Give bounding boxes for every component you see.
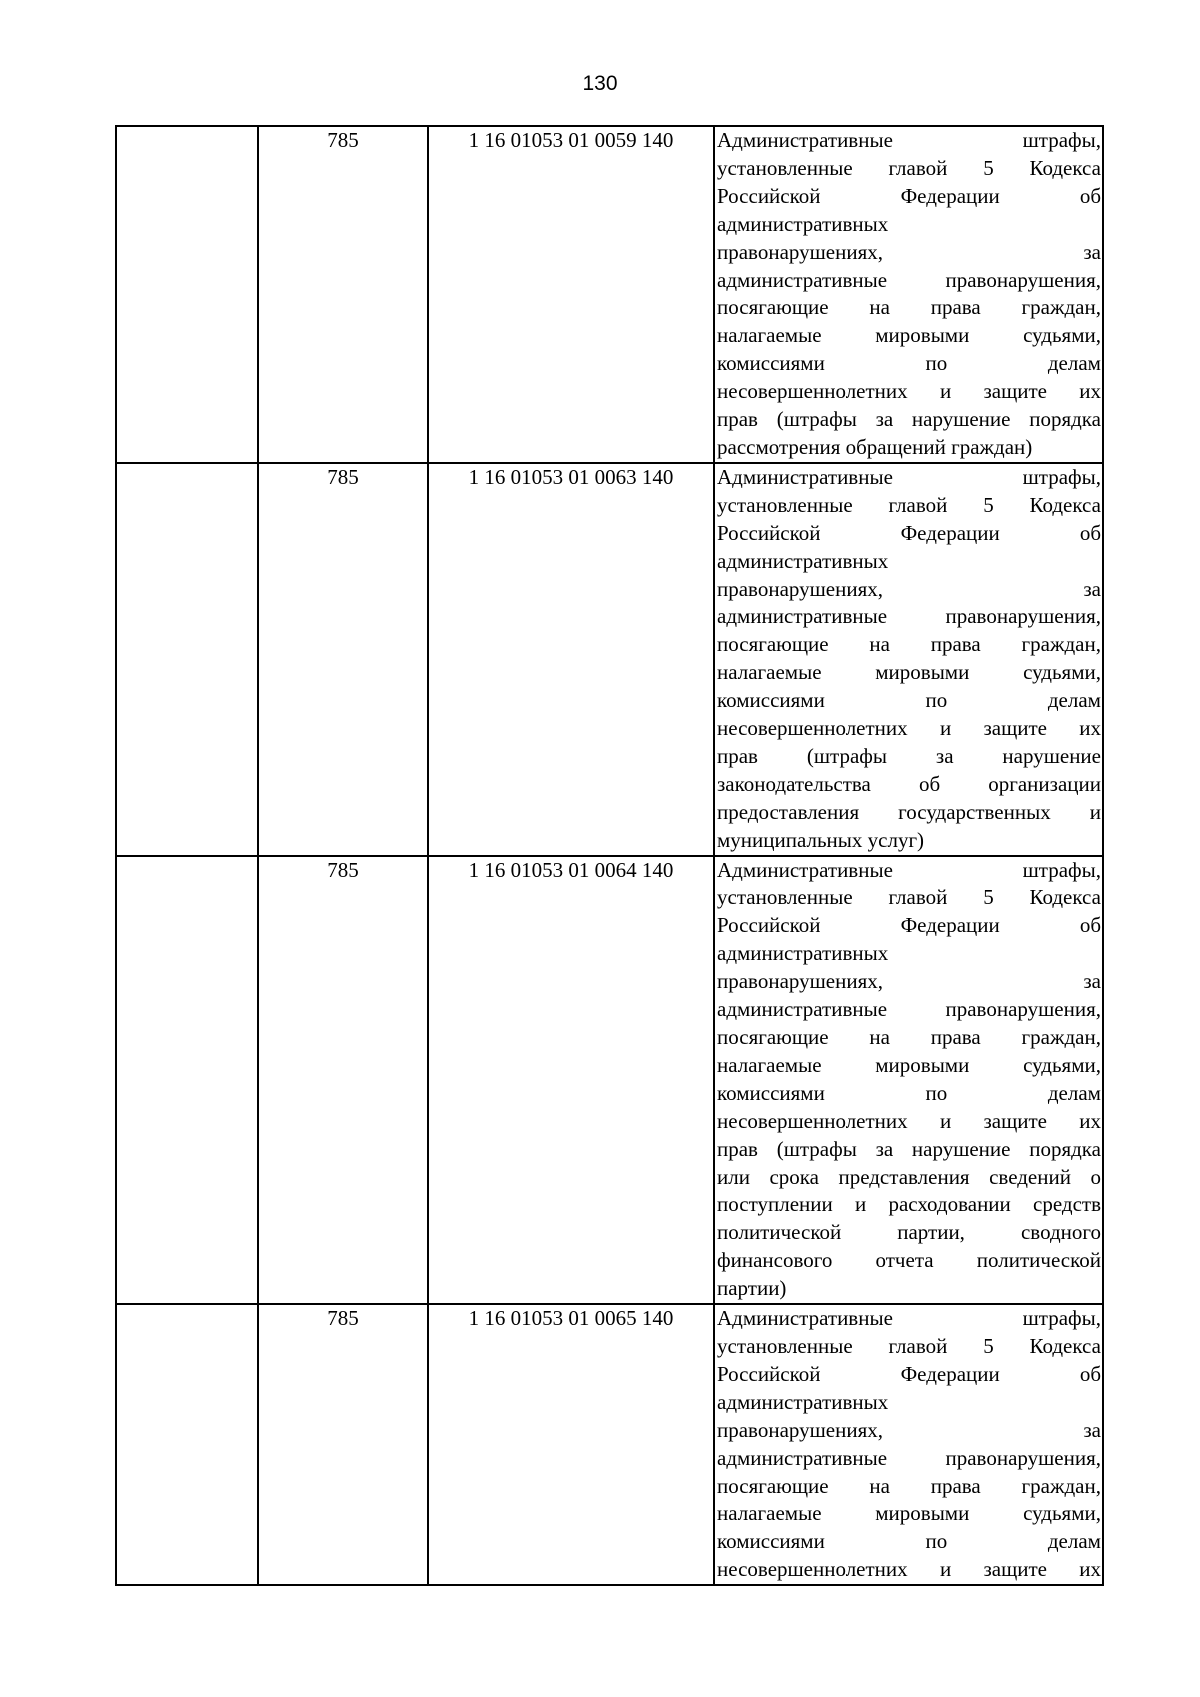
table-row — [116, 856, 1103, 1305]
description-word: 5 — [983, 1333, 994, 1358]
table-row — [116, 1304, 1103, 1585]
description-word: посягающие — [717, 1473, 829, 1498]
description-word: защите — [983, 716, 1047, 741]
description-word: их — [1079, 1108, 1101, 1133]
page-number: 130 — [582, 72, 618, 95]
description-word: административные — [717, 1445, 888, 1470]
description-word: граждан, — [1021, 632, 1101, 657]
description-word: за — [935, 743, 954, 768]
description-word: установленные — [717, 885, 853, 910]
description-word: порядка — [1029, 407, 1101, 432]
description-word: правонарушениях, — [717, 969, 883, 994]
description-word: на — [869, 1473, 890, 1498]
description-word: Федерации — [900, 183, 1000, 208]
description-word: сведений — [989, 1164, 1071, 1189]
description-word: несовершеннолетних — [717, 1557, 908, 1582]
budget-classification-code-cell: 1 16 01053 01 0064 140 — [428, 856, 714, 1305]
description-word: (штрафы — [776, 1136, 857, 1161]
administrator-code-cell: 785 — [258, 1304, 428, 1585]
table-body — [116, 126, 1103, 1585]
description-word: об — [918, 771, 941, 796]
description-word: Российской — [717, 183, 821, 208]
description-word: Административные — [717, 128, 893, 152]
description-word: 5 — [983, 885, 994, 910]
description-line — [717, 1445, 1101, 1473]
description-word: права — [930, 632, 981, 657]
description-line — [717, 1500, 1101, 1528]
description-word: Кодекса — [1029, 885, 1101, 910]
description-word: главой — [888, 1333, 948, 1358]
description-line — [717, 1305, 1101, 1333]
description-line — [717, 771, 1101, 799]
description-word: и — [939, 716, 952, 741]
description-word: и — [854, 1192, 867, 1217]
description-word: права — [930, 1025, 981, 1049]
description-word: мировыми — [875, 1052, 970, 1077]
description-word: комиссиями — [717, 1080, 825, 1105]
description-word: комиссиями — [717, 1529, 825, 1554]
description-word: сводного — [1020, 1220, 1101, 1245]
description-word: Федерации — [900, 520, 1000, 545]
description-word: Кодекса — [1029, 1333, 1101, 1358]
budget-codes-table — [115, 125, 1104, 1586]
description-word: отчета — [875, 1248, 934, 1273]
administrator-code-cell: 785 — [258, 463, 428, 856]
description-word: прав — [717, 743, 758, 768]
description-word: средств — [1033, 1192, 1101, 1217]
description-word: об — [1079, 520, 1101, 545]
description-line — [717, 1361, 1101, 1389]
description-line — [717, 520, 1101, 548]
description-word: судьями, — [1023, 1501, 1101, 1526]
description-word: мировыми — [875, 660, 970, 685]
description-word: граждан, — [1021, 1025, 1101, 1049]
description-line — [717, 239, 1101, 267]
description-word: судьями, — [1023, 323, 1101, 348]
description-word: партии, — [897, 1220, 965, 1245]
description-word: политической — [717, 1220, 842, 1245]
description-word: административные — [717, 997, 888, 1022]
description-line — [717, 1333, 1101, 1361]
description-word: налагаемые — [717, 323, 822, 348]
description-word: штрафы, — [1022, 464, 1101, 489]
description-word: об — [1079, 1361, 1101, 1386]
description-line: рассмотрения обращений граждан) — [717, 434, 1033, 459]
description-word: несовершеннолетних — [717, 379, 908, 404]
description-line — [717, 1417, 1101, 1445]
description-word: срока — [769, 1164, 819, 1189]
description-word: за — [1083, 1417, 1101, 1442]
description-line — [717, 603, 1101, 631]
description-word: права — [930, 295, 981, 320]
description-word: административные — [717, 267, 888, 292]
description-line — [717, 576, 1101, 604]
administrator-code-cell: 785 — [258, 856, 428, 1305]
description-word: установленные — [717, 1333, 853, 1358]
description-word: предоставления — [717, 799, 860, 824]
description-word: Кодекса — [1029, 492, 1101, 517]
description-word: налагаемые — [717, 1052, 822, 1077]
description-word: финансового — [717, 1248, 833, 1273]
description-word: правонарушениях, — [717, 239, 883, 264]
description-word: на — [869, 1025, 890, 1049]
description-word: и — [939, 1557, 952, 1582]
description-word: Российской — [717, 913, 821, 938]
description-line — [717, 1556, 1101, 1584]
description-line — [717, 127, 1101, 155]
description-word: прав — [717, 1136, 758, 1161]
description-word: за — [875, 407, 894, 432]
description-line: административных — [717, 211, 889, 236]
description-word: административные — [717, 604, 888, 629]
description-line — [717, 1219, 1101, 1247]
description-word: правонарушениях, — [717, 576, 883, 601]
description-line: административных — [717, 941, 889, 966]
description-word: (штрафы — [776, 407, 857, 432]
description-line — [717, 799, 1101, 827]
description-word: защите — [983, 1108, 1047, 1133]
table-row — [116, 126, 1103, 463]
description-word: штрафы, — [1022, 857, 1101, 882]
description-word: мировыми — [875, 1501, 970, 1526]
description-word: правонарушения, — [945, 997, 1101, 1022]
description-word: об — [1079, 183, 1101, 208]
description-word: прав — [717, 407, 758, 432]
description-cell — [714, 856, 1103, 1305]
description-word: нарушение — [911, 407, 1011, 432]
description-line — [717, 912, 1101, 940]
description-line — [717, 183, 1101, 211]
description-word: защите — [983, 1557, 1047, 1582]
description-word: правонарушениях, — [717, 1417, 883, 1442]
description-word: об — [1079, 913, 1101, 938]
description-line — [717, 715, 1101, 743]
description-word: Федерации — [900, 913, 1000, 938]
description-word: несовершеннолетних — [717, 1108, 908, 1133]
description-line: партии) — [717, 1276, 787, 1301]
description-word: по — [925, 1080, 948, 1105]
description-line — [717, 884, 1101, 912]
description-word: Административные — [717, 1306, 893, 1331]
description-word: посягающие — [717, 295, 829, 320]
description-word: налагаемые — [717, 1501, 822, 1526]
description-line — [717, 1191, 1101, 1219]
description-line — [717, 322, 1101, 350]
description-word: и — [1089, 799, 1101, 824]
description-line — [717, 406, 1101, 434]
description-word: (штрафы — [806, 743, 888, 768]
description-line — [717, 492, 1101, 520]
description-line: административных — [717, 548, 889, 573]
description-word: или — [717, 1164, 750, 1189]
description-word: организации — [988, 771, 1101, 796]
description-word: и — [939, 1108, 952, 1133]
description-line: муниципальных услуг) — [717, 827, 925, 852]
description-line — [717, 155, 1101, 183]
description-line — [717, 1024, 1101, 1052]
description-word: Кодекса — [1029, 155, 1101, 180]
description-word: за — [1083, 239, 1101, 264]
budget-classification-code-cell: 1 16 01053 01 0065 140 — [428, 1304, 714, 1585]
description-word: установленные — [717, 155, 853, 180]
description-cell — [714, 1304, 1103, 1585]
description-word: порядка — [1029, 1136, 1101, 1161]
description-word: по — [925, 1529, 948, 1554]
description-word: Административные — [717, 857, 893, 882]
description-word: правонарушения, — [945, 1445, 1101, 1470]
description-word: законодательства — [717, 771, 871, 796]
description-line — [717, 378, 1101, 406]
description-word: Российской — [717, 520, 821, 545]
description-word: по — [925, 688, 948, 713]
description-word: посягающие — [717, 1025, 829, 1049]
description-word: представления — [838, 1164, 970, 1189]
description-word: нарушение — [1002, 743, 1101, 768]
description-word: нарушение — [911, 1136, 1011, 1161]
description-word: и — [939, 379, 952, 404]
description-line — [717, 1080, 1101, 1108]
description-word: судьями, — [1023, 1052, 1101, 1077]
description-line — [717, 687, 1101, 715]
description-word: судьями, — [1023, 660, 1101, 685]
description-word: главой — [888, 885, 948, 910]
description-word: на — [869, 632, 890, 657]
description-word: делам — [1047, 688, 1101, 713]
empty-cell — [116, 856, 258, 1305]
description-line — [717, 267, 1101, 295]
budget-classification-code-cell: 1 16 01053 01 0059 140 — [428, 126, 714, 463]
description-word: граждан, — [1021, 295, 1101, 320]
description-word: защите — [983, 379, 1047, 404]
description-word: несовершеннолетних — [717, 716, 908, 741]
description-word: Российской — [717, 1361, 821, 1386]
description-cell — [714, 126, 1103, 463]
description-word: посягающие — [717, 632, 829, 657]
description-word: главой — [888, 155, 948, 180]
table-row — [116, 463, 1103, 856]
description-word: за — [1083, 576, 1101, 601]
description-line: административных — [717, 1389, 889, 1414]
description-word: правонарушения, — [945, 267, 1101, 292]
description-line — [717, 631, 1101, 659]
description-line — [717, 1247, 1101, 1275]
description-word: штрафы, — [1022, 128, 1101, 152]
description-line — [717, 996, 1101, 1024]
description-word: штрафы, — [1022, 1306, 1101, 1331]
description-word: делам — [1047, 351, 1101, 376]
description-word: налагаемые — [717, 660, 822, 685]
description-word: комиссиями — [717, 351, 825, 376]
description-line — [717, 857, 1101, 885]
description-line — [717, 294, 1101, 322]
description-line — [717, 350, 1101, 378]
description-line — [717, 1052, 1101, 1080]
description-word: Федерации — [900, 1361, 1000, 1386]
description-word: о — [1090, 1164, 1101, 1189]
description-word: их — [1079, 1557, 1101, 1582]
description-word: их — [1079, 379, 1101, 404]
empty-cell — [116, 463, 258, 856]
description-word: их — [1079, 716, 1101, 741]
description-word: делам — [1047, 1080, 1101, 1105]
description-word: Административные — [717, 464, 893, 489]
description-line — [717, 1528, 1101, 1556]
description-line — [717, 1473, 1101, 1501]
description-line — [717, 464, 1101, 492]
description-word: главой — [888, 492, 948, 517]
description-word: мировыми — [875, 323, 970, 348]
description-word: права — [930, 1473, 981, 1498]
description-line — [717, 743, 1101, 771]
administrator-code-cell: 785 — [258, 126, 428, 463]
description-line — [717, 1164, 1101, 1192]
description-line — [717, 659, 1101, 687]
empty-cell — [116, 1304, 258, 1585]
description-word: за — [875, 1136, 894, 1161]
description-word: поступлении — [717, 1192, 833, 1217]
description-word: установленные — [717, 492, 853, 517]
description-word: расходовании — [888, 1192, 1011, 1217]
budget-classification-code-cell: 1 16 01053 01 0063 140 — [428, 463, 714, 856]
description-word: делам — [1047, 1529, 1101, 1554]
description-cell — [714, 463, 1103, 856]
description-line — [717, 1136, 1101, 1164]
description-word: на — [869, 295, 890, 320]
description-word: граждан, — [1021, 1473, 1101, 1498]
description-line — [717, 968, 1101, 996]
description-word: за — [1083, 969, 1101, 994]
description-word: по — [925, 351, 948, 376]
description-word: правонарушения, — [945, 604, 1101, 629]
empty-cell — [116, 126, 258, 463]
description-word: 5 — [983, 492, 994, 517]
description-word: 5 — [983, 155, 994, 180]
description-word: комиссиями — [717, 688, 825, 713]
description-word: государственных — [898, 799, 1051, 824]
description-word: политической — [976, 1248, 1101, 1273]
description-line — [717, 1108, 1101, 1136]
